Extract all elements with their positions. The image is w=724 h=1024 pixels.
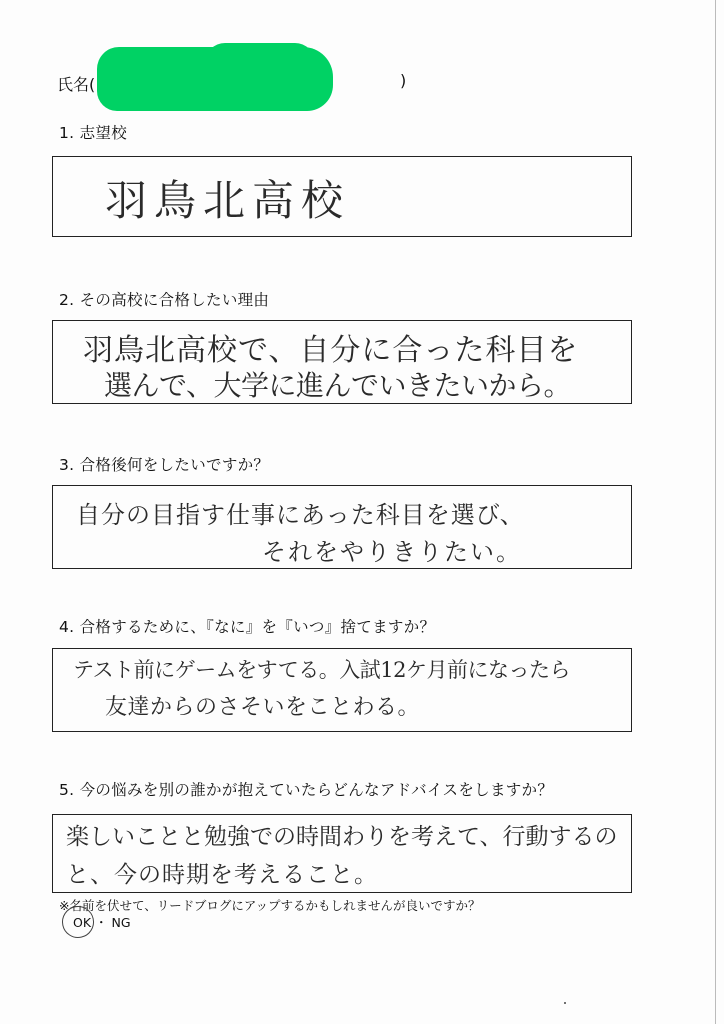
answer-4-line-1: テスト前にゲームをすてる。入試12ケ月前になったら — [73, 658, 571, 682]
question-2-title: 2. その高校に合格したい理由 — [59, 291, 270, 309]
question-3-title: 3. 合格後何をしたいですか？ — [59, 456, 270, 474]
ok-ng-options: OK ・ NG — [73, 915, 131, 930]
name-redaction — [97, 47, 333, 111]
answer-4-line-2: 友達からのさそいをことわる。 — [105, 695, 421, 720]
question-4-title: 4. 合格するために、『なに』を『いつ』捨てますか？ — [59, 618, 436, 636]
answer-1-line-1: 羽鳥北高校 — [105, 176, 351, 225]
question-1-title: 1. 志望校 — [59, 124, 128, 142]
answer-3-line-1: 自分の目指す仕事にあった科目を選び、 — [76, 501, 525, 529]
answer-5-line-1: 楽しいことと勉強での時間わりを考えて、行動するの — [66, 824, 618, 850]
name-label: 氏名( — [57, 75, 96, 94]
answer-2-line-2: 選んで、大学に進んでいきたいから。 — [104, 369, 571, 402]
question-5-title: 5. 今の悩みを別の誰かが抱えていたらどんなアドバイスをしますか？ — [59, 781, 554, 799]
page-edge — [715, 0, 716, 1024]
answer-3-line-2: それをやりきりたい。 — [262, 538, 522, 566]
name-close-paren: ) — [400, 71, 407, 90]
answer-5-line-2: と、今の時期を考えること。 — [66, 862, 378, 888]
answer-2-line-1: 羽鳥北高校で、自分に合った科目を — [83, 333, 579, 368]
scan-speck — [564, 1002, 566, 1004]
publish-consent-note: ※名前を伏せて、リードブログにアップするかもしれませんが良いですか？ — [59, 898, 481, 913]
